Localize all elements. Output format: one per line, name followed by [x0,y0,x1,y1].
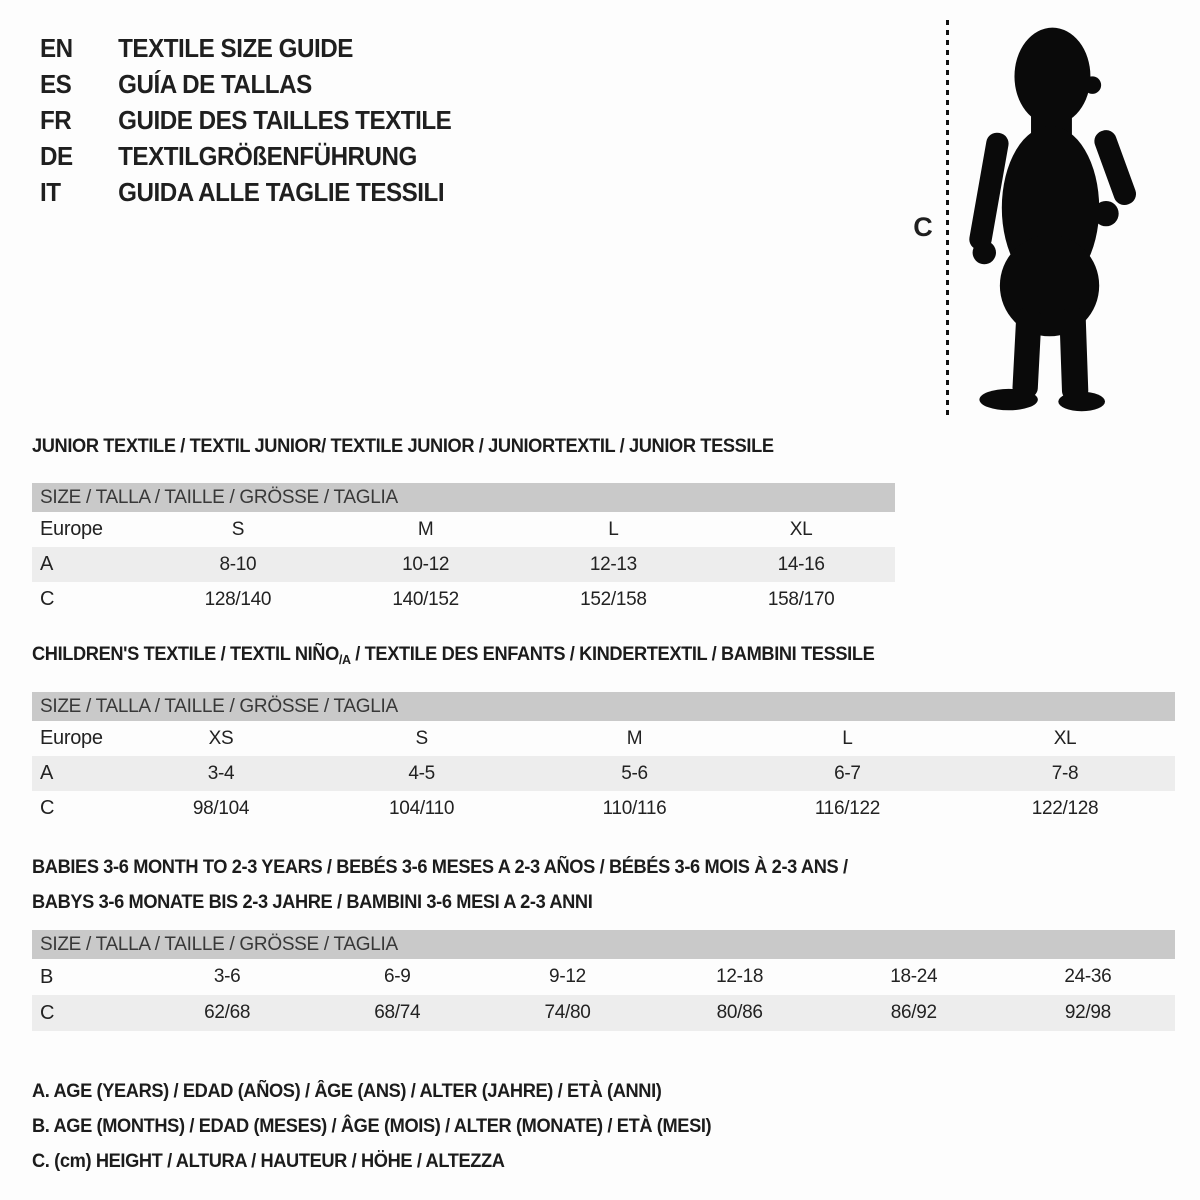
size-cell: XL [1053,727,1077,749]
size-cell: 9-12 [549,966,586,987]
size-cell: 116/122 [814,797,880,819]
size-cell: 74/80 [544,1002,591,1023]
size-header-row [32,692,1175,721]
size-cell: 110/116 [602,797,667,819]
height-c-label: C [913,212,933,242]
lang-code-it: IT [40,176,61,207]
size-header-label: SIZE / TALLA / TAILLE / GRÖSSE / TAGLIA [32,692,1175,721]
size-cell: 3-4 [207,762,235,784]
table-row [32,721,1175,756]
size-cell: 122/128 [1031,797,1099,819]
row-label: B [40,965,54,988]
legend-line-age-years: A. AGE (YEARS) / EDAD (AÑOS) / ÂGE (ANS) / ALTER (JAHRE) / ETÀ (ANNI) [32,1081,662,1102]
size-cell: 80/86 [716,1002,763,1023]
size-cell: 140/152 [392,588,459,610]
lang-title-de: TEXTILGRÖßENFÜHRUNG [118,140,417,171]
size-cell: 6-7 [834,762,861,784]
lang-title-en: TEXTILE SIZE GUIDE [118,32,353,63]
size-cell: 128/140 [204,588,272,610]
size-cell: 152/158 [580,588,647,610]
babies-section-title [32,850,848,920]
size-cell: L [842,727,853,749]
table-row [32,756,1175,791]
size-cell: 7-8 [1051,762,1079,784]
legend-line-age-months: B. AGE (MONTHS) / EDAD (MESES) / ÂGE (MOIS) / ALTER (MONATE) / ETÀ (MESI) [32,1116,712,1137]
size-cell: 12-13 [589,553,637,575]
size-cell: 4-5 [408,762,435,784]
size-cell: M [626,727,643,749]
size-cell: M [417,518,434,540]
lang-title-es: GUÍA DE TALLAS [118,68,312,99]
size-cell: 8-10 [219,553,257,575]
size-cell: L [608,518,619,540]
table-row [32,995,1175,1031]
row-label: C [40,588,55,610]
lang-code-fr: FR [40,104,72,135]
table-row [32,959,1175,995]
table-row [32,512,895,547]
size-cell: 104/110 [389,797,455,819]
children-title-subscript: /A [338,652,351,667]
table-row [32,547,895,582]
babies-size-table [32,930,1175,1031]
row-label: Europe [40,727,103,749]
height-dashed-line [946,20,949,418]
junior-size-table [32,483,895,617]
legend-line-height: C. (cm) HEIGHT / ALTURA / HAUTEUR / HÖHE / ALTEZZA [32,1151,505,1172]
row-label: A [40,553,54,575]
size-cell: 62/68 [204,1002,251,1023]
size-cell: 3-6 [213,966,241,987]
lang-title-it: GUIDA ALLE TAGLIE TESSILI [118,176,445,207]
lang-row-es [40,66,451,102]
lang-code-es: ES [40,68,72,99]
size-cell: 5-6 [621,762,648,784]
size-cell: 86/92 [890,1002,937,1023]
size-cell: 14-16 [777,553,825,575]
baby-silhouette-icon [958,18,1143,418]
size-cell: 92/98 [1064,1002,1111,1023]
size-cell: 24-36 [1064,966,1112,987]
size-cell: XS [208,727,234,749]
size-cell: 18-24 [890,966,938,987]
size-cell: 98/104 [192,797,250,819]
row-label: C [40,797,55,819]
size-cell: 10-12 [402,553,450,575]
size-header-row [32,483,895,512]
size-header-label: SIZE / TALLA / TAILLE / GRÖSSE / TAGLIA [32,930,1175,959]
size-cell: 158/170 [767,588,835,610]
table-row [32,791,1175,826]
size-cell: S [415,727,428,749]
lang-row-it [40,174,451,210]
lang-code-de: DE [40,140,73,171]
lang-row-de [40,138,451,174]
children-title-post: / TEXTILE DES ENFANTS / KINDERTEXTIL / BAMBINI TESSILE [350,644,875,665]
junior-section-title: JUNIOR TEXTILE / TEXTIL JUNIOR/ TEXTILE JUNIOR / JUNIORTEXTIL / JUNIOR TESSILE [32,436,774,457]
children-section-title [32,644,874,667]
size-cell: 6-9 [384,966,411,987]
table-row [32,582,895,617]
size-header-row [32,930,1175,959]
size-cell: XL [789,518,813,540]
row-label: A [40,762,54,784]
height-measure-figure [900,0,1200,430]
children-size-table [32,692,1175,826]
lang-row-fr [40,102,451,138]
size-cell: 12-18 [716,966,764,987]
babies-title-line-2: BABYS 3-6 MONATE BIS 2-3 JAHRE / BAMBINI 3-6 MESI A 2-3 ANNI [32,892,593,913]
size-cell: 68/74 [374,1002,421,1023]
lang-row-en [40,30,451,66]
size-cell: S [231,518,245,540]
language-title-list [40,30,451,210]
lang-title-fr: GUIDE DES TAILLES TEXTILE [118,104,452,135]
children-title-pre: CHILDREN'S TEXTILE / TEXTIL NIÑO [32,644,339,665]
row-label: C [40,1001,55,1024]
lang-code-en: EN [40,32,73,63]
size-header-label: SIZE / TALLA / TAILLE / GRÖSSE / TAGLIA [32,483,895,512]
measure-legend [32,1074,711,1179]
babies-title-line-1: BABIES 3-6 MONTH TO 2-3 YEARS / BEBÉS 3-6 MESES A 2-3 AÑOS / BÉBÉS 3-6 MOIS À 2-3 ANS / [32,857,848,878]
row-label: Europe [40,518,103,540]
